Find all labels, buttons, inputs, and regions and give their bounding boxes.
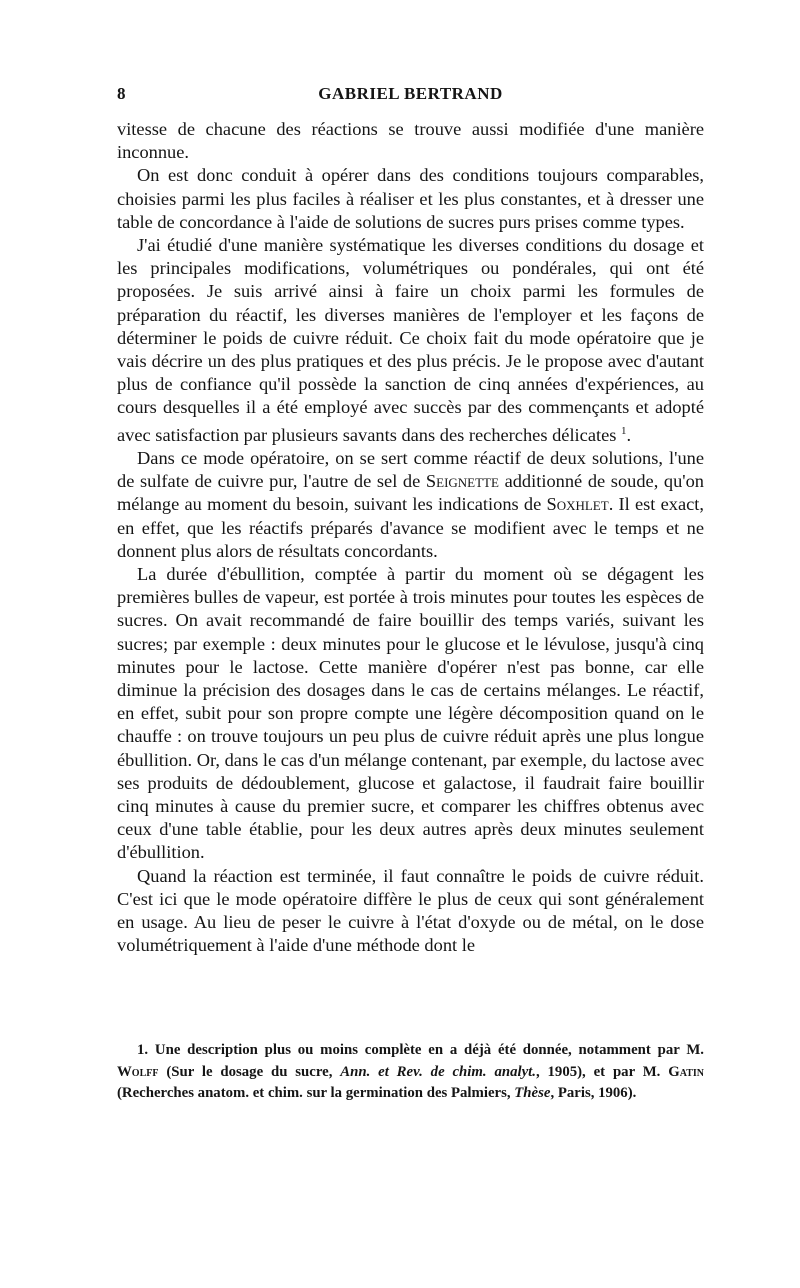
paragraph <box>117 234 704 447</box>
footnote-part: , 1905), et par M. <box>535 1063 661 1080</box>
paragraph-text: . <box>626 424 632 445</box>
footnote-part: Une description plus ou moins complète en a déjà été donnée, notamment par M. <box>154 1042 705 1058</box>
paragraph: La durée d'ébullition, comptée à partir du moment où se dégagent les premières bulles de vapeur, est portée à trois minutes pour toutes les espèces de sucres. On avait recommandé de faire bouillir des temps variés, suivant les sucres; par exemple : deux minutes pour le glucose et le lévulose, jusqu'à cinq minutes pour le lactose. Cette manière d'opérer n'est pas bonne, car elle diminue la précision des dosages dans le cas de certains mélanges. Le réactif, en effet, subit pour son propre compte une légère décomposition quand on le chauffe : on trouve toujours un peu plus de cuivre réduit après une plus longue ébullition. Or, dans le cas d'un mélange contenant, par exemple, du lactose avec ses produits de dédoublement, glucose et galactose, il faudrait faire bouillir cinq minutes à cause du premier sucre, et comparer les chiffres obtenus avec ceux d'une table établie, pour les deux autres après deux minutes seulement d'ébullition. <box>117 563 704 863</box>
paragraph: vitesse de chacune des réactions se trouve aussi modifiée d'une manière inconnue. <box>117 119 704 163</box>
thesis-label: Thèse <box>514 1085 551 1101</box>
paragraph <box>117 447 704 563</box>
page-number: 8 <box>117 84 126 103</box>
paragraph-text: J'ai étudié d'une manière systématique les diverses conditions du dosage et les principales modifications, volumétriques ou pondérales, qui ont été proposées. Je suis arrivé ainsi à faire un choix parmi les formules de préparation du réactif, les diverses manières de l'employer et les façons de déterminer le poids de cuivre réduit. Ce choix fait du mode opératoire que je vais décrire un des plus pratiques et des plus précis. Je le propose avec d'autant plus de confiance qu'il possède la sanction de cinq années d'expériences, au cours desquelles il a été employé avec succès par des commençants et adopté avec satisfaction par plusieurs savants dans des recherches délicates <box>117 235 704 445</box>
person-name: Seignette <box>425 471 499 492</box>
paragraph-text: Dans ce mode opératoire, on se sert comme réactif de deux solutions, l'une de sulfate de cuivre pur, l'autre de sel de <box>117 447 704 492</box>
person-name: Wolff <box>117 1063 159 1080</box>
footnote-number: 1. <box>137 1042 149 1058</box>
body-text <box>117 118 704 957</box>
page-header <box>117 84 704 112</box>
running-title: GABRIEL BERTRAND <box>318 84 503 103</box>
paragraph-text: . Il est exact, en effet, que les réactifs préparés d'avance se modifient avec le temps et ne donnent plus alors de résultats concordants. <box>117 494 704 561</box>
person-name: Gatin <box>668 1063 705 1080</box>
footnote-part: (Recherches anatom. et chim. sur la germination des Palmiers, <box>117 1085 511 1101</box>
journal-title: Ann. et Rev. de chim. analyt. <box>340 1063 536 1080</box>
footnote-part: , Paris, 1906). <box>550 1085 637 1101</box>
paragraph-text: additionné de soude, qu'on mélange au moment du besoin, suivant les indications de <box>117 471 704 515</box>
paragraph: On est donc conduit à opérer dans des conditions toujours comparables, choisies parmi les plus faciles à réaliser et les plus constantes, et à dresser une table de concordance à l'aide de solutions de sucres purs prises comme types. <box>117 165 704 232</box>
person-name: Soxhlet <box>546 494 609 515</box>
paragraph: Quand la réaction est terminée, il faut connaître le poids de cuivre réduit. C'est ici que le mode opératoire diffère le plus de ceux qui sont généralement en usage. Au lieu de peser le cuivre à l'état d'oxyde ou de métal, on le dose volumétriquement à l'aide d'une méthode dont le <box>117 865 704 956</box>
footnote-part: (Sur le dosage du sucre, <box>166 1063 333 1080</box>
footnote-reference: 1 <box>621 424 627 437</box>
footnote <box>117 1040 704 1105</box>
footnote-text <box>117 1040 704 1105</box>
